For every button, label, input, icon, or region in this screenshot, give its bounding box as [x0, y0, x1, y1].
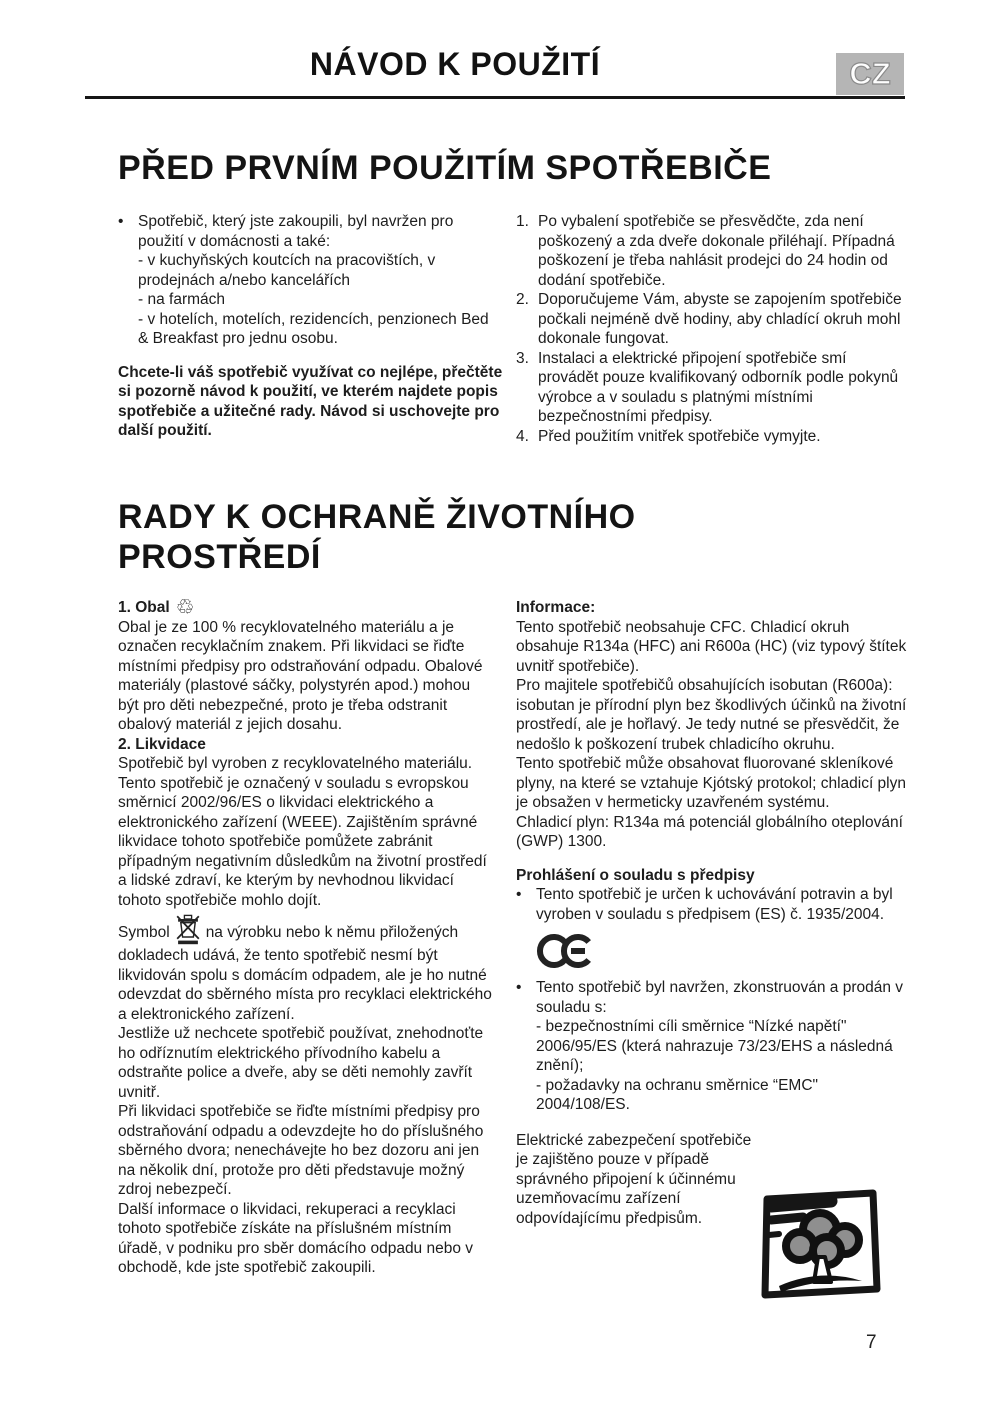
text-line: - bezpečnostními cíli směrnice “Nízké napětí" 2006/95/ES (která nahrazuje 73/23/EHS a následná znění);: [536, 1018, 893, 1074]
declaration-item: [516, 978, 908, 1115]
bold-advice-note: Chcete-li váš spotřebič využívat co nejlépe, přečtěte si pozorně návod k použití, ve kterém najdete popis spotřebiče a užitečné rady. Návod si uschovejte pro další použití.: [118, 363, 503, 439]
section-heading-environment: RADY K OCHRANĚ ŽIVOTNÍHO PROSTŘEDÍ: [118, 498, 636, 576]
declaration-item-text: [536, 978, 908, 1115]
document-title: NÁVOD K POUŽITÍ: [309, 46, 601, 82]
section1-right-column: [516, 212, 908, 446]
electrical-safety-paragraph: Elektrické zabezpečení spotřebiče je zajištěno pouze v případě správného připojení k účinnému uzemňovacímu zařízení odpovídajícímu předpisům.: [516, 1131, 752, 1227]
numbered-item: [516, 290, 908, 349]
item-text: Po vybalení spotřebiče se přesvědčte, zda není poškozený a zda dveře dokonale přiléhají. Případná poškození je třeba nahlásit prodejci do 24 hodin od dodání spotřebiče.: [538, 213, 895, 289]
text-line: - v hotelích, motelích, rezidencích, penzionech Bed & Breakfast pro jednu osobu.: [138, 310, 489, 347]
isobutane-paragraph: Pro majitele spotřebičů obsahujících isobutan (R600a): isobutan je přírodní plyn bez škodlivých účinků na životní prostředí, ale je hořlavý. Je tedy nutné se přesvědčit, že nedošlo k poškození trubek chladicího okruhu.: [516, 677, 907, 753]
declaration-item-text: Tento spotřebič je určen k uchovávání potravin a byl vyroben v souladu s předpisem (ES) č. 1935/2004.: [536, 886, 893, 923]
symbol-text-prefix: Symbol: [118, 924, 170, 941]
text-line: Tento spotřebič byl navržen, zkonstruován a prodán v souladu s:: [536, 979, 904, 1016]
item-text: Před použitím vnitřek spotřebiče vymyjte.: [538, 427, 821, 445]
ce-mark-logo: [536, 932, 908, 972]
item-number: 1.: [516, 213, 529, 230]
section1-left-column: [118, 212, 503, 441]
text-line: Spotřebič, který jste zakoupili, byl navržen pro použití v domácnosti a také:: [138, 213, 454, 250]
bullet-icon: •: [516, 886, 522, 903]
cfc-paragraph: Tento spotřebič neobsahuje CFC. Chladicí okruh obsahuje R134a (HFC) ani R600a (HC) (viz typový štítek uvnitř spotřebiče).: [516, 618, 907, 675]
weee-crossed-bin-icon: [174, 910, 202, 946]
text-line: - v kuchyňských koutcích na pracovištích, v prodejnách a/nebo kancelářích: [138, 252, 436, 289]
declaration-subheading: Prohlášení o souladu s předpisy: [516, 866, 755, 884]
scrapping-paragraph: Jestliže už nechcete spotřebič používat, znehodnoťte ho odříznutím elektrického přívodního kabelu a odstraňte police a dveře, aby se děti nemohly zavřít uvnitř.: [118, 1025, 484, 1101]
item-number: 4.: [516, 427, 529, 445]
list-item-text: [138, 212, 494, 349]
item-number: 2.: [516, 291, 529, 308]
greenhouse-gas-paragraph: Tento spotřebič může obsahovat fluorované skleníkové plyny, na které se vztahuje Kjótský protokol; chladicí plyn je obsažen v hermeticky uzavřeném systému.: [516, 755, 906, 811]
numbered-item: [516, 212, 908, 290]
language-badge: CZ: [836, 53, 904, 95]
text-line: - požadavky na ochranu směrnice “EMC" 2004/108/ES.: [536, 1076, 819, 1113]
gwp-paragraph: Chladicí plyn: R134a má potenciál globálního oteplování (GWP) 1300.: [516, 813, 903, 850]
weee-symbol-paragraph: [118, 910, 494, 1024]
packaging-paragraph: Obal je ze 100 % recyklovatelného materiálu a je označen recyklačním znakem. Při likvidaci se řiďte místními předpisy pro odstraňování odpadu. Obalové materiály (plastové sáčky, polystyrén apod.) mohou být pro děti nebezpečné, proto je třeba odstranit obalový materiál z jejich dosahu.: [118, 618, 483, 733]
information-subheading: Informace:: [516, 599, 596, 616]
header-divider: [85, 96, 905, 99]
item-number: 3.: [516, 349, 529, 367]
section2-right-column: [516, 598, 908, 1228]
disposal-paragraph: Spotřebič byl vyroben z recyklovatelného materiálu. Tento spotřebič je označený v souladu s evropskou směrnicí 2002/96/ES o likvidaci elektrického a elektronického zařízení (WEEE). Zajištěním správné likvidace tohoto spotřebiče pomůžete zabránit případným negativním důsledkům na životní prostředí a lidské zdraví, ke kterým by nevhodnou likvidací tohoto spotřebiče mohlo dojít.: [118, 755, 487, 909]
page-number: 7: [866, 1332, 877, 1353]
symbol-text-suffix: na výrobku nebo k němu přiložených dokladech udává, že tento spotřebič nesmí být likvidován spolu s domácím odpadem, ale je ho nutné odevzdat do sběrného místa pro recyklaci elektrického a elektronického zařízení.: [118, 924, 492, 1023]
section-heading-before-first-use: PŘED PRVNÍM POUŽITÍM SPOTŘEBIČE: [118, 149, 772, 187]
disposal-subheading: 2. Likvidace: [118, 735, 206, 753]
more-info-paragraph: Další informace o likvidaci, rekuperaci a recyklaci tohoto spotřebiče získáte na příslušném místním úřadě, v podniku pro sběr domácího odpadu nebo v obchodě, kde jste spotřebič zakoupili.: [118, 1200, 474, 1276]
numbered-item: [516, 349, 908, 427]
text-line: - na farmách: [138, 291, 226, 308]
recycle-icon: ♲: [175, 595, 195, 619]
item-text: Instalaci a elektrické připojení spotřebiče smí provádět pouze kvalifikovaný odborník podle pokynů výrobce a v souladu s platnými místními bezpečnostními předpisy.: [538, 349, 899, 425]
local-rules-paragraph: Při likvidaci spotřebiče se řiďte místními předpisy pro odstraňování odpadu a odevzdejte ho do příslušného sběrného dvora; nenechávejte ho bez dozoru ani jen na několik dní, protože pro děti představuje možný zdroj nebezpečí.: [118, 1103, 484, 1198]
packaging-subheading: [118, 595, 494, 619]
bullet-icon: •: [118, 213, 124, 230]
bullet-icon: •: [516, 979, 522, 996]
numbered-item: [516, 427, 908, 447]
item-text: Doporučujeme Vám, abyste se zapojením spotřebiče počkali nejméně dvě hodiny, aby chladící okruh mohl dokonale fungovat.: [538, 291, 902, 347]
eco-tree-logo: [757, 1185, 883, 1308]
packaging-title: 1. Obal: [118, 599, 170, 616]
list-item: [118, 212, 494, 349]
declaration-item: [516, 885, 908, 924]
section2-left-column: [118, 595, 494, 1278]
